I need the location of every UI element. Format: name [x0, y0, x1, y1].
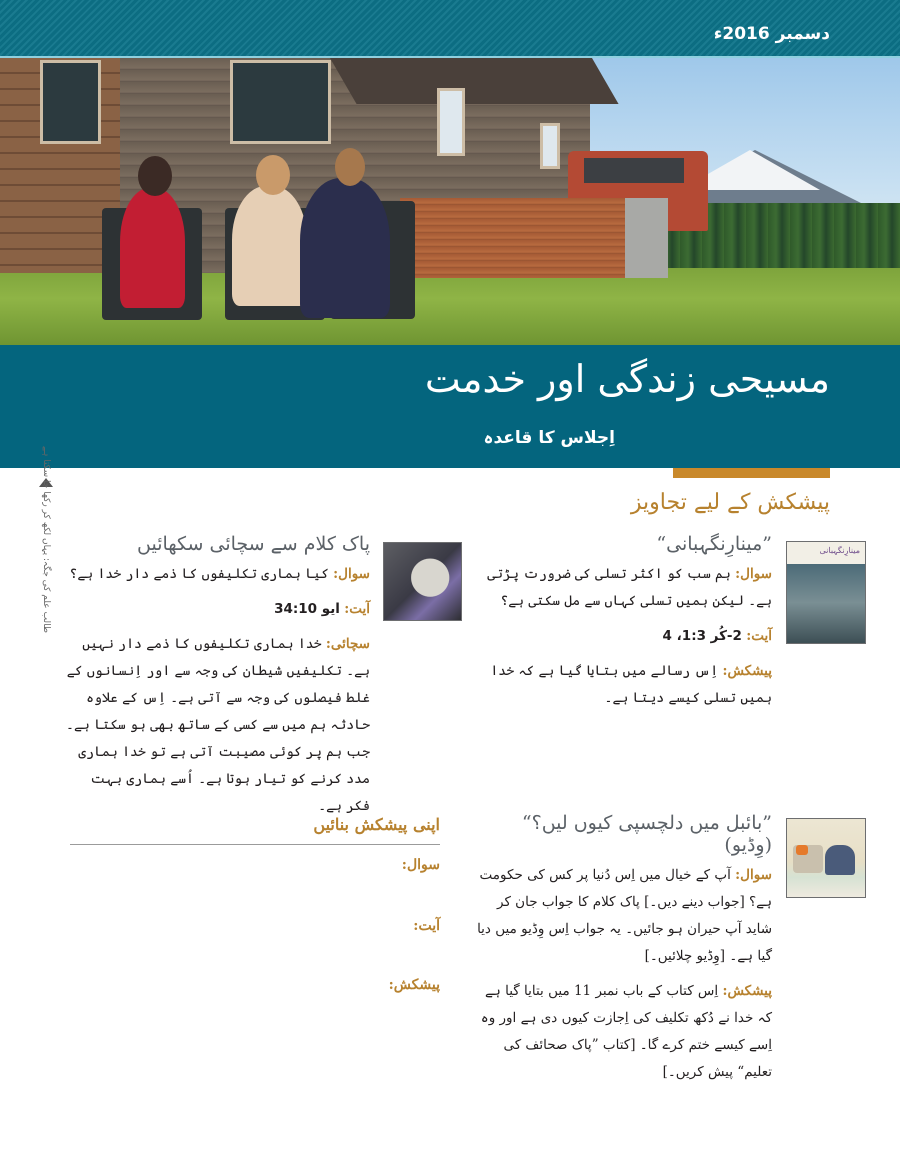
side-note — [36, 445, 56, 638]
page-title: مسیحی زندگی اور خدمت — [424, 357, 830, 401]
watchtower-title: ”مینارِنگہبانی“ — [656, 533, 772, 555]
own-offer-title: اپنی پیشکش بنائیں — [313, 815, 440, 834]
house-window — [40, 60, 101, 144]
teach-truth-block — [65, 533, 370, 828]
truck-window — [584, 158, 684, 183]
video-offer: پیشکش: اِس کتاب کے باب نمبر 11 میں بتایا گیا ہے کہ خدا نے دُکھ تکلیف کی اِجازت کیوں دی ہے اور وہ اِسے کیسے ختم کرے گا۔ [کتاب ”پاک صحائف کی تعلیم“ پیش کریں۔] — [480, 983, 772, 1080]
own-offer-block — [70, 815, 440, 993]
magazine-title: مینارِنگہبانی — [819, 546, 860, 555]
own-question-label: سوال: — [401, 857, 440, 873]
gold-accent-bar — [673, 468, 830, 478]
house-window — [437, 88, 465, 156]
pillow-shape — [796, 845, 808, 855]
house-window — [540, 123, 560, 169]
top-header-bar — [0, 0, 900, 58]
watchtower-magazine-thumbnail — [786, 541, 866, 644]
section-heading: پیشکش کے لیے تجاویز — [630, 490, 830, 515]
hero-image — [0, 58, 900, 345]
watchtower-question: سوال: ہم سب کو اکثر تسلی کی ضرورت پڑتی ہے۔ لیکن ہمیں تسلی کہاں سے مل سکتی ہے؟ — [487, 566, 772, 609]
person-head — [138, 156, 172, 196]
teach-truth-verse: آیت: ایو 34:10 — [274, 601, 370, 617]
video-offer-block — [472, 812, 772, 1094]
person-navy-sweater — [300, 178, 390, 318]
person-beige-sweater — [232, 186, 307, 306]
video-question: سوال: آپ کے خیال میں اِس دُنیا پر کس کی حکومت ہے؟ [جواب دینے دیں۔] پاک کلام کا جواب جان کر شاید آپ حیران ہو جائیں۔ یہ جواب اِس وِڈیو میں دیا گیا ہے۔ [وِڈیو چلائیں۔] — [477, 867, 772, 964]
side-note-text: طالب علم کی جگہ: یہاں لکھ کر رکھا جا سکتا ہے — [41, 445, 51, 633]
issue-date: دسمبر 2016ء — [713, 24, 830, 44]
house-roof — [330, 58, 619, 104]
watchtower-offer-block — [472, 533, 772, 720]
video-title: ”بائبل میں دلچسپی کیوں لیں؟“ (وِڈیو) — [521, 812, 772, 856]
teach-truth-question: سوال: کیا ہماری تکلیفوں کا ذمے دار خدا ہے؟ — [69, 566, 370, 582]
own-verse-label: آیت: — [413, 918, 440, 934]
video-thumbnail[interactable] — [786, 818, 866, 898]
house-window — [230, 60, 331, 144]
teach-truth-truth: سچائی: خدا ہماری تکلیفوں کا ذمے دار نہیں ہے۔ تکلیفیں شیطان کی وجہ سے اور اِنسانوں کے غلط فیصلوں کی وجہ سے آتی ہے۔ اِس کے علاوہ حادثہ ہم میں سے کسی کے ساتھ بھی ہو سکتا ہے۔ جب ہم پر کوئی مصیبت آتی ہے تو خدا ہماری مدد کرنے کو تیار ہوتا ہے۔ اُسے ہماری بہت فکر ہے۔ — [66, 636, 370, 814]
title-banner — [0, 345, 900, 468]
person-head — [335, 148, 365, 186]
own-offer-divider — [70, 844, 440, 845]
person-head — [256, 155, 290, 195]
watchtower-offer: پیشکش: اِس رسالے میں بتایا گیا ہے کہ خدا ہمیں تسلی کیسے دیتا ہے۔ — [490, 663, 772, 706]
bible-reading-thumbnail — [383, 542, 462, 621]
watchtower-verse: آیت: 2-کُر 1:3، 4 — [662, 628, 772, 644]
page-subtitle: اِجلاس کا قاعدہ — [483, 428, 615, 448]
person-shape — [825, 845, 855, 875]
tank-side — [625, 198, 668, 278]
own-offer-label: پیشکش: — [388, 977, 440, 993]
teach-truth-title: پاک کلام سے سچائی سکھائیں — [137, 533, 370, 555]
person-red-cardigan — [120, 188, 185, 308]
